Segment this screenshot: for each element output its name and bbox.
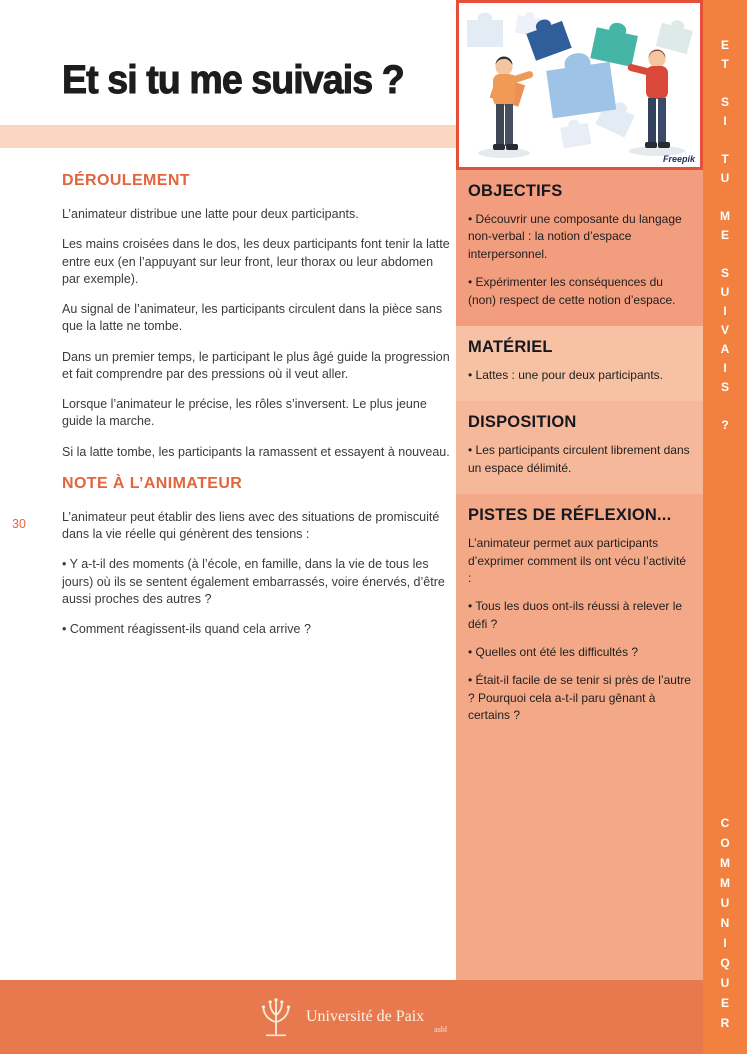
section-objectifs (456, 170, 703, 326)
side-tab-category: COMMUNIQUER (718, 816, 732, 1036)
bullet-item: • Était-il facile de se tenir si près de l’autre ? Pourquoi cela a-t-il paru gênant à certains ? (468, 673, 691, 723)
info-panel (456, 0, 703, 980)
section-heading: NOTE À L’ANIMATEUR (62, 474, 243, 492)
side-tab (703, 0, 747, 1054)
paragraph: Dans un premier temps, le participant le plus âgé guide la progression et fait comprendre par des pressions où il veut aller. (62, 349, 450, 381)
panel-heading: PISTES DE RÉFLEXION... (468, 506, 672, 525)
page-title: Et si tu me suivais ? (62, 58, 404, 102)
bullet-item: • Les participants circulent librement dans un espace délimité. (468, 443, 690, 475)
footer-logo-suffix: asbl (434, 1025, 448, 1034)
page-number: 30 (12, 517, 26, 531)
illustration (456, 0, 703, 170)
paragraph: Les mains croisées dans le dos, les deux participants font tenir la latte entre eux (en l’appuyant sur leur front, leur thorax ou leur abdomen par exemple). (62, 237, 450, 286)
side-tab-activity-title: ET SI TU ME SUIVAIS ? (718, 38, 732, 437)
illustration-credit: Freepik (662, 154, 695, 164)
bullet-item: • Découvrir une composante du langage non-verbal : la notion d’espace interpersonnel. (468, 212, 682, 261)
footer (0, 980, 703, 1054)
bullet-item: • Y a-t-il des moments (à l’école, en famille, dans la vie de tous les jours) où ils se sentent également embarrassés, voire énervés, d’être aussi proches des autres ? (62, 557, 445, 606)
paragraph: Au signal de l’animateur, les participants circulent dans la pièce sans que la latte ne tombe. (62, 302, 443, 334)
paragraph: L’animateur distribue une latte pour deux participants. (62, 207, 359, 221)
main-content (62, 172, 454, 652)
universite-de-paix-tree-logo-icon (256, 997, 296, 1037)
panel-heading: MATÉRIEL (468, 337, 553, 356)
bullet-item: • Comment réagissent-ils quand cela arrive ? (62, 622, 311, 636)
bullet-item: • Tous les duos ont-ils réussi à relever le défi ? (468, 599, 683, 631)
paragraph: Lorsque l’animateur le précise, les rôles s’inversent. Le plus jeune guide la marche. (62, 397, 427, 429)
bullet-item: • Quelles ont été les difficultés ? (468, 645, 639, 660)
footer-logo-text: Université de Paix (305, 1008, 425, 1025)
paragraph: Si la latte tombe, les participants la ramassent et essayent à nouveau. (62, 444, 450, 459)
section-deroulement (62, 172, 454, 461)
section-note-animateur (62, 475, 454, 639)
paragraph: L’animateur permet aux participants d’exprimer comment ils ont vécu l’activité : (468, 536, 687, 585)
panel-heading: OBJECTIFS (468, 182, 563, 200)
panel-heading: DISPOSITION (468, 413, 577, 432)
paragraph: L’animateur peut établir des liens avec des situations de promiscuité dans la vie réelle qui génèrent des tensions : (62, 509, 440, 541)
section-pistes-de-reflexion (456, 494, 703, 980)
section-disposition (456, 401, 703, 494)
section-heading: DÉROULEMENT (62, 172, 190, 189)
bullet-item: • Expérimenter les conséquences du (non) respect de cette notion d’espace. (468, 275, 676, 307)
section-materiel (456, 326, 703, 401)
puzzle-people-illustration (459, 3, 700, 167)
title-underline-band (0, 125, 456, 148)
bullet-item: • Lattes : une pour deux participants. (468, 367, 663, 382)
